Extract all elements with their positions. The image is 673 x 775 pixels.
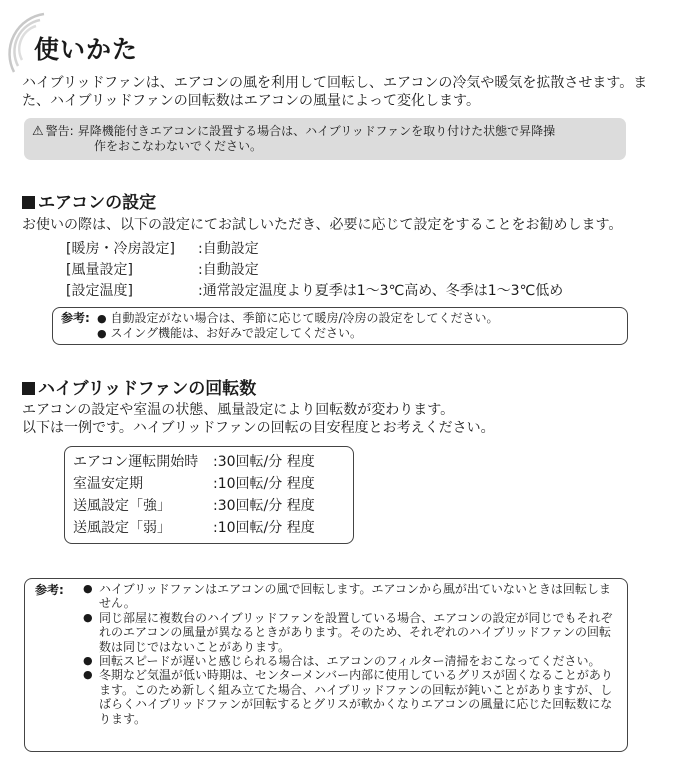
fan-speed-row: エアコン運転開始時 :30回転/分 程度 bbox=[73, 454, 315, 470]
aircon-settings-list bbox=[66, 239, 563, 302]
aircon-settings-heading: エアコンの設定 bbox=[22, 188, 156, 213]
bullet-icon: ● bbox=[83, 668, 93, 682]
warning-triangle-icon: ⚠ bbox=[32, 124, 44, 139]
bullet-icon: ● bbox=[83, 610, 93, 624]
fan-description-line2: 以下は一例です。ハイブリッドファンの回転の目安程度とお考えください。 bbox=[22, 420, 495, 436]
list-item: ● ハイブリッドファンはエアコンの風で回転します。エアコンから風が出ていないときは回転しません。 bbox=[83, 582, 611, 611]
setting-row-mode: [暖房・冷房設定] :自動設定 bbox=[66, 241, 259, 257]
warning-box bbox=[24, 118, 626, 160]
bullet-icon: ● bbox=[97, 327, 107, 340]
setting-row-airflow: [風量設定] :自動設定 bbox=[66, 262, 259, 278]
setting-row-temperature: [設定温度] :通常設定温度より夏季は1～3℃高め、冬季は1～3℃低め bbox=[66, 283, 564, 299]
fan-speed-row: 送風設定「強」 :30回転/分 程度 bbox=[73, 498, 315, 514]
warning-text-line2: 作をおこなわないでください。 bbox=[94, 139, 263, 153]
warning-label: 警告: bbox=[45, 124, 74, 138]
intro-text: ハイブリッドファンは、エアコンの風を利用して回転し、エアコンの冷気や暖気を拡散させます。また、ハイブリッドファンの回転数はエアコンの風量によって変化します。 bbox=[22, 75, 648, 109]
square-bullet-icon bbox=[22, 382, 35, 395]
fan-speed-table bbox=[64, 446, 354, 544]
bottom-note-list bbox=[83, 582, 619, 726]
square-bullet-icon bbox=[22, 196, 35, 209]
list-item: ● 回転スピードが遅いと感じられる場合は、エアコンのフィルター清掃をおこなってください。 bbox=[83, 654, 601, 669]
page-title: 使いかた bbox=[34, 35, 139, 64]
bullet-icon: ● bbox=[83, 654, 93, 668]
fan-speed-heading: ハイブリッドファンの回転数 bbox=[22, 374, 256, 399]
note-label: 参考: bbox=[61, 311, 90, 325]
bullet-icon: ● bbox=[83, 582, 93, 595]
fan-speed-row: 室温安定期 :10回転/分 程度 bbox=[73, 476, 315, 492]
note-label: 参考: bbox=[35, 583, 64, 597]
warning-text-line1: 昇降機能付きエアコンに設置する場合は、ハイブリッドファンを取り付けた状態で昇降操 bbox=[77, 124, 556, 138]
aircon-description: お使いの際は、以下の設定にてお試しいただき、必要に応じて設定をすることをお勧めします。 bbox=[22, 217, 623, 233]
bottom-note-box bbox=[24, 578, 628, 752]
fan-description-line1: エアコンの設定や室温の状態、風量設定により回転数が変わります。 bbox=[22, 402, 455, 418]
list-item: ● 同じ部屋に複数台のハイブリッドファンを設置している場合、エアコンの設定が同じでもそれぞれのエアコンの風量が異なるときがあります。そのため、それぞれのハイブリッドファンの回転数は同じではないことがあります。 bbox=[83, 610, 613, 654]
aircon-note-box: 参考: ● 自動設定がない場合は、季節に応じて暖房/冷房の設定をしてください。 ● スイング機能は、お好みで設定してください。 bbox=[52, 307, 628, 345]
fan-speed-row: 送風設定「弱」 :10回転/分 程度 bbox=[73, 520, 315, 536]
bullet-icon: ● bbox=[97, 312, 107, 325]
list-item: ● 冬期など気温が低い時期は、センターメンバー内部に使用しているグリスが固くなることがあります。このため新しく組み立てた場合、ハイブリッドファンの回転が鈍いことがありますが、しばらくハイブリッドファンが回転するとグリスが軟かくなりエアコンの風量に応じた回転数になります。 bbox=[83, 668, 613, 726]
